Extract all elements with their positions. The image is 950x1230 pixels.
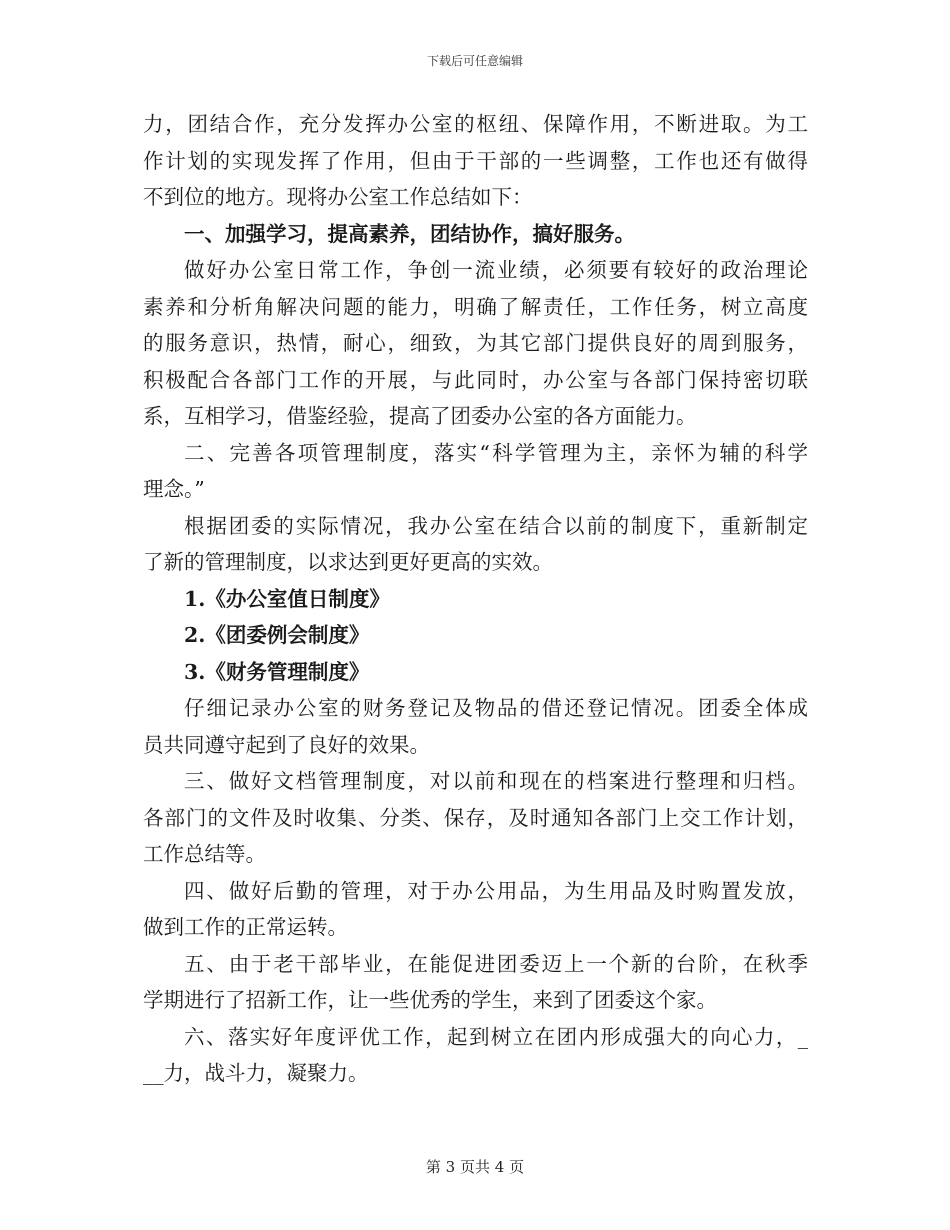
body-line: 员共同遵守起到了良好的效果。 [143,732,430,757]
page-header: 下载后可任意编辑 [426,54,523,68]
body-line: 各部门的文件及时收集、分类、保存，及时通知各部门上交工作计划， [143,805,808,830]
body-line: 根据团委的实际情况，我办公室在结合以前的制度下，重新制定 [184,513,808,538]
body-line: 理念。” [143,477,205,501]
page-footer: 第 3 页共 4 页 [425,1158,525,1176]
body-line: 力，团结合作，充分发挥办公室的枢纽、保障作用，不断进取。为工 [143,112,808,136]
section-heading: 三、做好文档管理制度，对以前和现在的档案进行整理和归档。 [184,769,808,793]
section-heading: 五、由于老干部毕业，在能促进团委迈上一个新的台阶，在秋季 [184,951,808,976]
section-heading: 二、完善各项管理制度，落实“科学管理为主，亲怀为辅的科学 [184,440,808,465]
section-heading: 一、加强学习，提高素养，团结协作，搞好服务。 [184,221,635,246]
section-heading: 四、做好后勤的管理，对于办公用品，为生用品及时购置发放， [184,878,808,903]
body-line: 不到位的地方。现将办公室工作总结如下： [143,185,533,209]
body-line: __力，战斗力，凝聚力。 [143,1061,369,1085]
document-body [143,106,808,1092]
list-item: 2.《团委例会制度》 [184,623,370,647]
list-item: 1.《办公室值日制度》 [184,586,390,611]
section-heading: 六、落实好年度评优工作，起到树立在团内形成强大的向心力，_ [184,1024,808,1049]
body-line: 仔细记录办公室的财务登记及物品的借还登记情况。团委全体成 [184,696,808,720]
body-line: 了新的管理制度，以求达到更好更高的实效。 [143,550,553,574]
body-line: 做到工作的正常运转。 [143,915,348,939]
body-line: 做好办公室日常工作，争创一流业绩，必须要有较好的政治理论 [184,258,808,282]
body-line: 工作总结等。 [143,842,266,866]
list-item: 3.《财务管理制度》 [184,659,370,684]
body-line: 系，互相学习，借鉴经验，提高了团委办公室的各方面能力。 [143,404,697,428]
body-line: 作计划的实现发挥了作用，但由于干部的一些调整，工作也还有做得 [143,148,808,173]
body-line: 积极配合各部门工作的开展，与此同时，办公室与各部门保持密切联 [143,367,808,392]
body-line: 的服务意识，热情，耐心，细致，为其它部门提供良好的周到服务， [143,331,808,355]
body-line: 素养和分析角解决问题的能力，明确了解责任，工作任务，树立高度 [143,294,808,319]
body-line: 学期进行了招新工作，让一些优秀的学生，来到了团委这个家。 [143,988,717,1012]
